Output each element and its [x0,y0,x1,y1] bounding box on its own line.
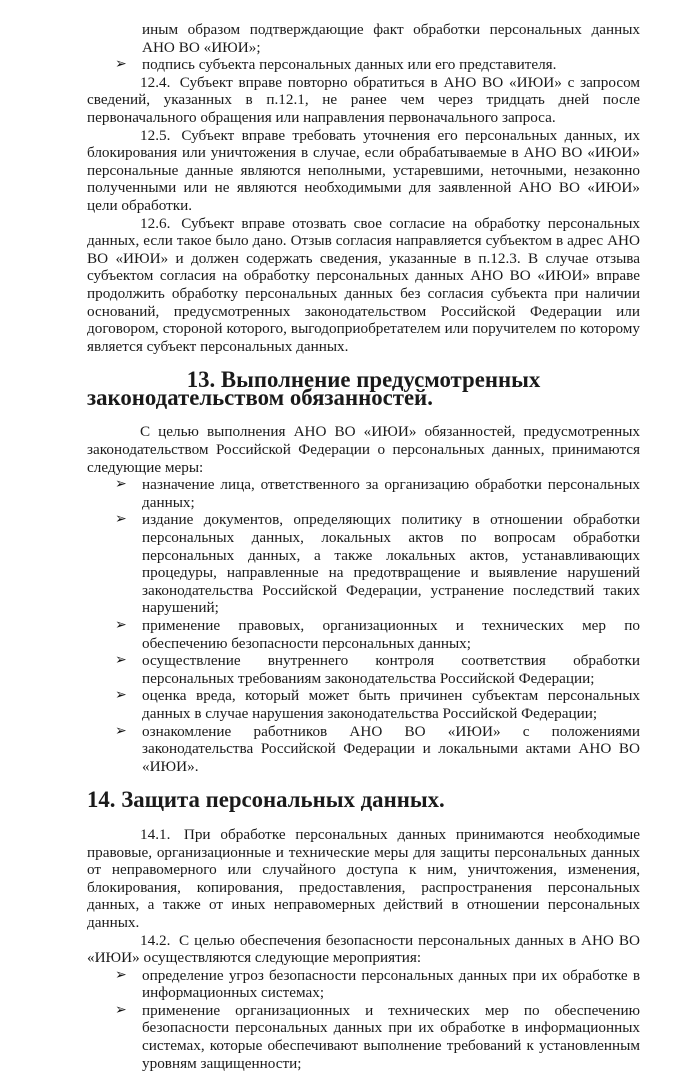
clause-text: Субъект вправе требовать уточнения его персональных данных, их блокирования или уничтожения в случае, если обрабатываемые в АНО ВО «ИЮИ» персональные данные являются неполными, устаревшими, неточными, незаконно полученными или не являются необходимыми для заявленной АНО ВО «ИЮИ» цели обработки. [87,126,641,214]
list-item-text: определение угроз безопасности персональных данных при их обработке в информационных системах; [142,966,640,1002]
section-13-heading: 13. Выполнение предусмотренных законодательством обязанностей. [87,367,541,410]
arrow-bullet-icon: ➢ [115,966,127,983]
list-item-text: применение организационных и технических мер по обеспечению безопасности персональных данных при их обработке в информационных системах, которые обеспечивают выполнение требований к установленным уровням защищенности; [142,1001,640,1072]
clause-number: 12.4. [140,73,171,91]
continuation-text: иным образом подтверждающие факт обработки персональных данных АНО ВО «ИЮИ»; [142,21,640,56]
list-item-text: назначение лица, ответственного за организацию обработки персональных данных; [142,476,640,511]
list-item [87,511,640,617]
clause-number: 14.2. [140,931,171,949]
list-item-text: подпись субъекта персональных данных или его представителя. [142,56,557,74]
section-13-bullet-list [87,476,640,775]
arrow-bullet-icon: ➢ [115,687,127,704]
list-item [87,967,640,1002]
clause-12-6 [87,215,640,356]
clause-14-2 [87,932,640,967]
clause-14-1 [87,826,640,932]
list-item [87,687,640,722]
list-item-text: издание документов, определяющих политику в отношении обработки персональных данных, локальных актов по вопросам обработки персональных данных, а также локальных актов, устанавливающих процедуры, направленные на предотвращение и выявление нарушений законодательства Российской Федерации, устранение последствий таких нарушений; [142,511,640,617]
arrow-bullet-icon: ➢ [115,1001,127,1018]
list-item [87,723,640,776]
clause-text: Субъект вправе отозвать свое согласие на обработку персональных данных, если такое было дано. Отзыв согласия направляется субъектом в адрес АНО ВО «ИЮИ» и должен содержать сведения, указанные в п.12.3. В случае отзыва субъектом согласия на обработку персональных данных АНО ВО «ИЮИ» вправе продолжить обработку персональных данных без согласия субъекта при наличии оснований, предусмотренных законодательством Российской Федерации или договором, стороной которого, выгодоприобретателем или поручителем по которому является субъект персональных данных. [87,214,641,355]
clause-12-5 [87,127,640,215]
clause-text: Субъект вправе повторно обратиться в АНО ВО «ИЮИ» с запросом сведений, указанных в п.12.1, не ранее чем через тридцать дней после первоначального обращения или направления первоначального запроса. [87,73,640,126]
arrow-bullet-icon: ➢ [115,511,127,528]
arrow-bullet-icon: ➢ [115,476,127,493]
arrow-bullet-icon: ➢ [115,722,127,739]
clause-number: 12.6. [140,214,171,232]
section-13-intro: С целью выполнения АНО ВО «ИЮИ» обязанностей, предусмотренных законодательством Российской Федерации о персональных данных, принимаются следующие меры: [87,423,640,476]
list-item-text: ознакомление работников АНО ВО «ИЮИ» с положениями законодательства Российской Федерации и локальными актами АНО ВО «ИЮИ». [142,722,640,775]
arrow-bullet-icon: ➢ [115,56,127,73]
clause-text: С целью обеспечения безопасности персональных данных в АНО ВО «ИЮИ» осуществляются следующие мероприятия: [87,931,640,967]
list-item [87,476,640,511]
list-item [87,617,640,652]
clause-text: При обработке персональных данных принимаются необходимые правовые, организационные и технические меры для защиты персональных данных от неправомерного или случайного доступа к ним, уничтожения, изменения, блокирования, копирования, предоставления, распространения персональных данных, а также от иных неправомерных действий в отношении персональных данных. [87,825,640,931]
list-item [87,1002,640,1072]
list-item-text: применение правовых, организационных и технических мер по обеспечению безопасности персональных данных; [142,617,640,652]
section-14-heading: 14. Защита персональных данных. [87,787,445,813]
list-item [87,56,640,74]
top-bullet-list [87,56,640,74]
arrow-bullet-icon: ➢ [115,652,127,669]
arrow-bullet-icon: ➢ [115,617,127,633]
document-page [87,21,640,1072]
list-item [87,652,640,687]
clause-number: 14.1. [140,825,171,843]
clause-12-4 [87,74,640,127]
section-14-bullet-list [87,967,640,1072]
clause-number: 12.5. [140,126,171,144]
list-item-text: осуществление внутреннего контроля соответствия обработки персональных требованиям законодательства Российской Федерации; [142,652,640,687]
list-item-text: оценка вреда, который может быть причинен субъектам персональных данных в случае нарушения законодательства Российской Федерации; [142,687,640,722]
